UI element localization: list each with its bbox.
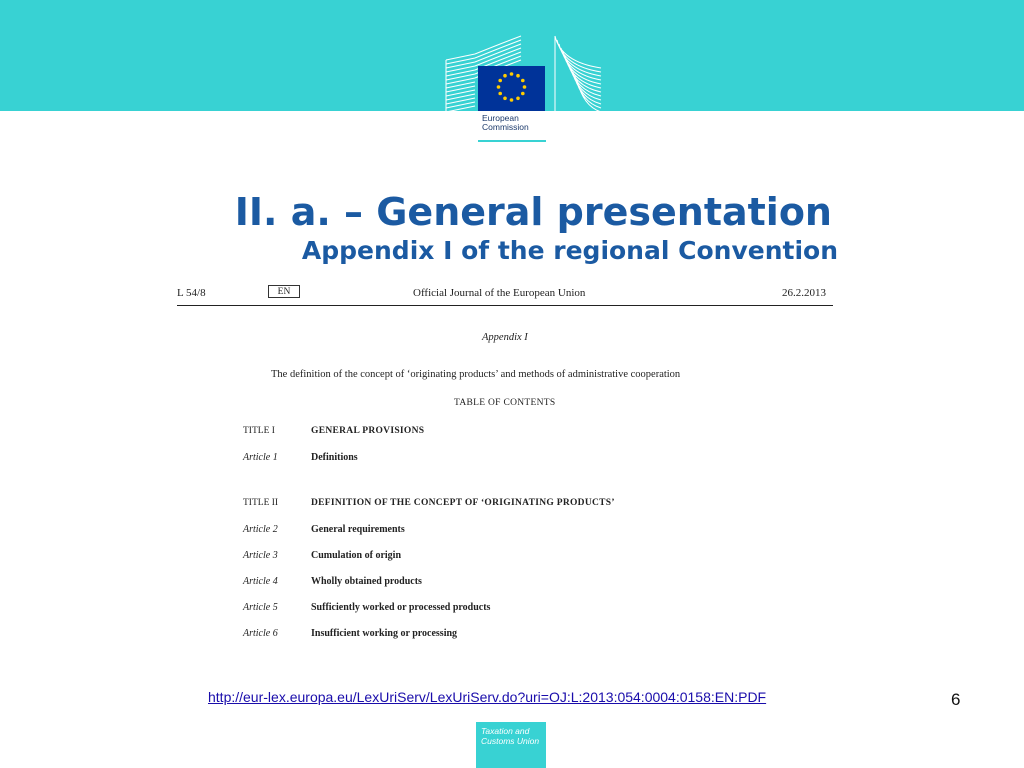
page-number: 6	[951, 690, 961, 709]
toc-label: Article 4	[243, 576, 278, 587]
toc-label: Article 5	[243, 602, 278, 613]
page-reference: L 54/8	[177, 287, 206, 299]
slide-subtitle: Appendix I of the regional Convention	[301, 236, 838, 265]
journal-date: 26.2.2013	[782, 287, 826, 299]
toc-label: TITLE I	[243, 426, 275, 436]
toc-entry: Wholly obtained products	[311, 576, 422, 587]
toc-entry: Insufficient working or processing	[311, 628, 458, 639]
taxation-customs-union-badge: Taxation and Customs Union	[476, 722, 546, 768]
toc-label: Article 3	[243, 550, 278, 561]
toc-entry: GENERAL PROVISIONS	[311, 426, 425, 436]
european-commission-wordmark: European Commission	[478, 112, 546, 142]
document-heading: The definition of the concept of ‘originating products’ and methods of administrative cooperation	[271, 369, 681, 380]
toc-label: Article 2	[243, 524, 278, 535]
toc-label: Article 1	[243, 452, 278, 463]
language-box: EN	[268, 285, 300, 298]
toc-title: TABLE OF CONTENTS	[454, 398, 556, 408]
toc-entry: General requirements	[311, 524, 405, 535]
header-rule	[177, 305, 833, 306]
toc-label: TITLE II	[243, 498, 279, 508]
journal-title: Official Journal of the European Union	[413, 287, 586, 299]
toc-entry: Definitions	[311, 452, 358, 463]
appendix-label: Appendix I	[482, 332, 528, 343]
toc-entry: DEFINITION OF THE CONCEPT OF ‘ORIGINATING PRODUCTS’	[311, 498, 615, 508]
slide-title: II. a. – General presentation	[234, 190, 832, 234]
toc-label: Article 6	[243, 628, 278, 639]
toc-entry: Cumulation of origin	[311, 550, 402, 561]
toc-entry: Sufficiently worked or processed products	[311, 602, 491, 613]
building-right-lines	[555, 36, 601, 112]
eur-lex-link[interactable]: http://eur-lex.europa.eu/LexUriServ/LexUriServ.do?uri=OJ:L:2013:054:0004:0158:EN:PDF	[208, 689, 767, 705]
